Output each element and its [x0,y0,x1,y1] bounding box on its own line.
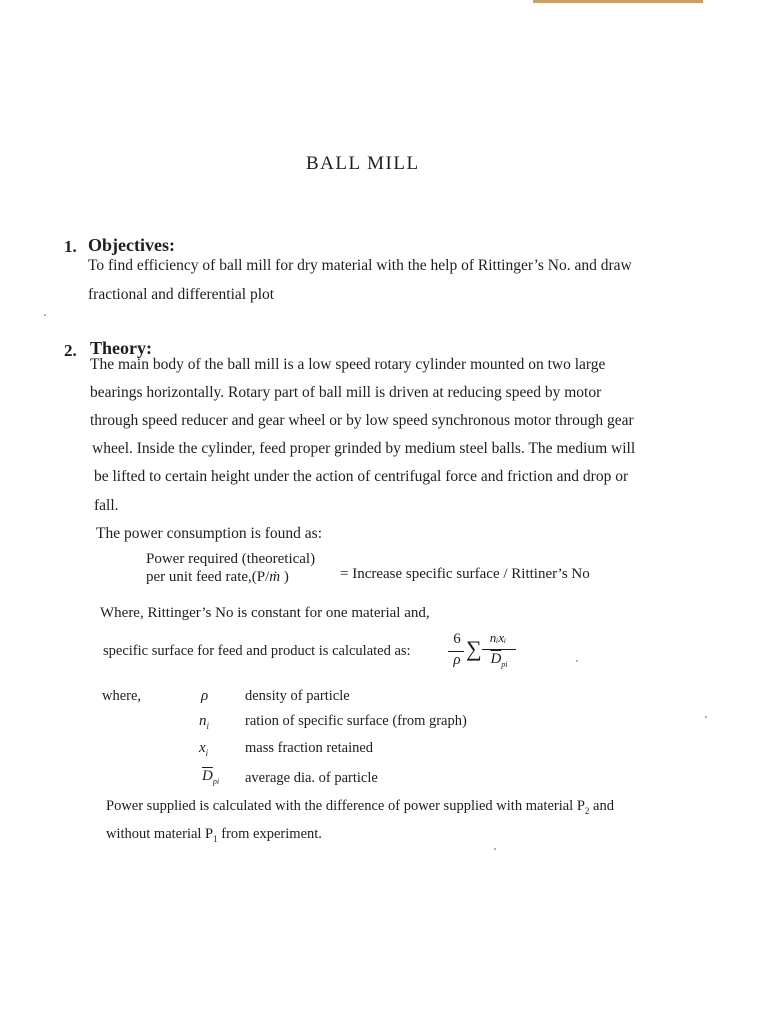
summation-sign: ∑ [466,636,482,661]
power-supplied-line-2: without material $P_1$ from experiment. [106,826,322,844]
objectives-line-2: fractional and differential plot [88,286,275,303]
def-text-d: average dia. of particle [245,770,378,786]
power-eq-lhs-line-1: Power required (theoretical) [146,551,316,567]
def-symbol-d: $\overline{D}_{pi}$ [202,768,220,786]
frac1-numerator: 6 [453,631,461,647]
def-text-x: mass fraction retained [245,740,374,756]
power-intro: The power consumption is found as: [96,525,323,542]
theory-line-2: bearings horizontally. Rotary part of ball mill is driven at reducing speed by motor [90,384,602,401]
section-2-heading: Theory: [90,338,152,358]
power-eq-rhs: = Increase specific surface / Rittiner’s No [340,566,590,582]
theory-line-4: wheel. Inside the cylinder, feed proper grinded by medium steel balls. The medium will [92,440,636,457]
theory-line-3: through speed reducer and gear wheel or by low speed synchronous motor through gear [90,412,634,429]
def-symbol-x: $x_i$ [199,740,209,758]
frac1-denominator: ρ [453,652,461,668]
section-1-heading: Objectives: [88,235,175,255]
def-text-n: ration of specific surface (from graph) [245,713,467,729]
theory-line-6: fall. [94,497,119,514]
page-title: BALL MILL [306,153,420,174]
where-label: where, [102,688,142,704]
scan-speck [576,660,578,662]
objectives-line-1: To find efficiency of ball mill for dry material with the help of Rittinger’s No. and draw [88,257,632,274]
frac2-bar [482,649,516,650]
section-1-number: 1. [64,237,77,256]
top-edge-rule [533,0,703,3]
power-supplied-line-1: Power supplied is calculated with the difference of power supplied with material $P_2$ and [106,798,614,816]
frac2-numerator: nᵢxᵢ [489,630,507,645]
where-rittinger: Where, Rittinger’s No is constant for one material and, [100,605,430,621]
scan-speck [705,716,707,718]
section-2-number: 2. [64,341,77,360]
frac2-denominator: $\overline{D}_{pi}$ [490,651,508,669]
scan-speck [44,314,46,316]
def-text-rho: density of particle [245,688,350,704]
def-symbol-n: $n_i$ [199,713,210,731]
specific-surface-text: specific surface for feed and product is calculated as: [103,643,411,659]
theory-line-1: The main body of the ball mill is a low speed rotary cylinder mounted on two large [90,356,606,373]
def-symbol-rho: ρ [201,688,209,704]
theory-line-5: be lifted to certain height under the action of centrifugal force and friction and drop or [94,468,629,485]
power-eq-lhs-line-2: per unit feed rate,(P/ṁ ) [146,569,289,585]
scan-speck [494,848,496,850]
